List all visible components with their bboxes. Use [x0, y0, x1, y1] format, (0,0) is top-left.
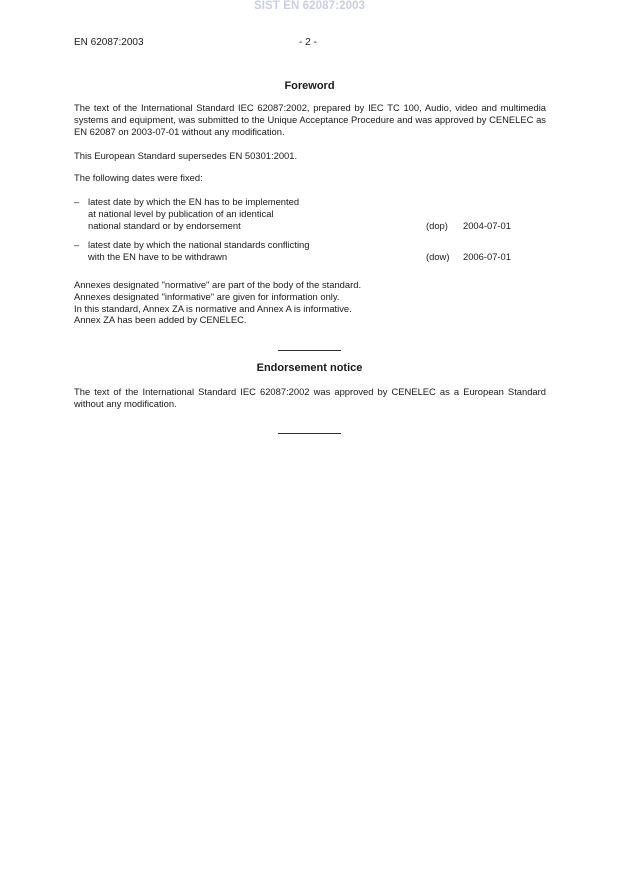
watermark: SIST EN 62087:2003: [253, 0, 366, 12]
date-item-line: at national level by publication of an identical: [88, 207, 274, 219]
date-value: 2004-07-01: [463, 219, 511, 231]
section-divider: [278, 350, 341, 351]
endorsement-paragraph: The text of the International Standard IEC 62087:2002 was approved by CENELEC as a European Standard without any modification.: [74, 386, 546, 409]
annex-line: Annexes designated "informative" are given for information only.: [74, 290, 340, 302]
annex-line: In this standard, Annex ZA is normative and Annex A is informative.: [74, 302, 352, 314]
annex-notes: [74, 279, 546, 326]
section-divider: [278, 433, 341, 434]
document-id: EN 62087:2003: [74, 37, 144, 48]
date-value: 2006-07-01: [463, 250, 511, 262]
foreword-paragraph: The text of the International Standard IEC 62087:2002, prepared by IEC TC 100, Audio, video and multimedia systems and equipment, was submitted to the Unique Acceptance Procedure and was approved by CENELEC as EN 62087 on 2003-07-01 without any modification.: [74, 102, 546, 137]
date-item-dow: [74, 239, 546, 263]
supersedes-paragraph: This European Standard supersedes EN 50301:2001.: [74, 150, 298, 161]
date-code: (dow): [426, 250, 450, 262]
dash-bullet: –: [74, 239, 80, 250]
annex-line: Annex ZA has been added by CENELEC.: [74, 314, 247, 326]
date-item-line: latest date by which the national standards conflicting: [88, 239, 310, 250]
page-number: - 2 -: [299, 37, 317, 48]
dash-bullet: –: [74, 196, 80, 207]
dates-intro: The following dates were fixed:: [74, 172, 203, 183]
endorsement-title: Endorsement notice: [256, 362, 363, 374]
date-item-line: with the EN have to be withdrawn: [88, 250, 228, 262]
foreword-title: Foreword: [284, 80, 335, 92]
annex-line: Annexes designated "normative" are part of the body of the standard.: [74, 279, 362, 290]
date-code: (dop): [426, 219, 448, 231]
date-item-line: national standard or by endorsement: [88, 219, 241, 231]
date-item-line: latest date by which the EN has to be implemented: [88, 196, 300, 207]
date-item-dop: [74, 196, 546, 232]
